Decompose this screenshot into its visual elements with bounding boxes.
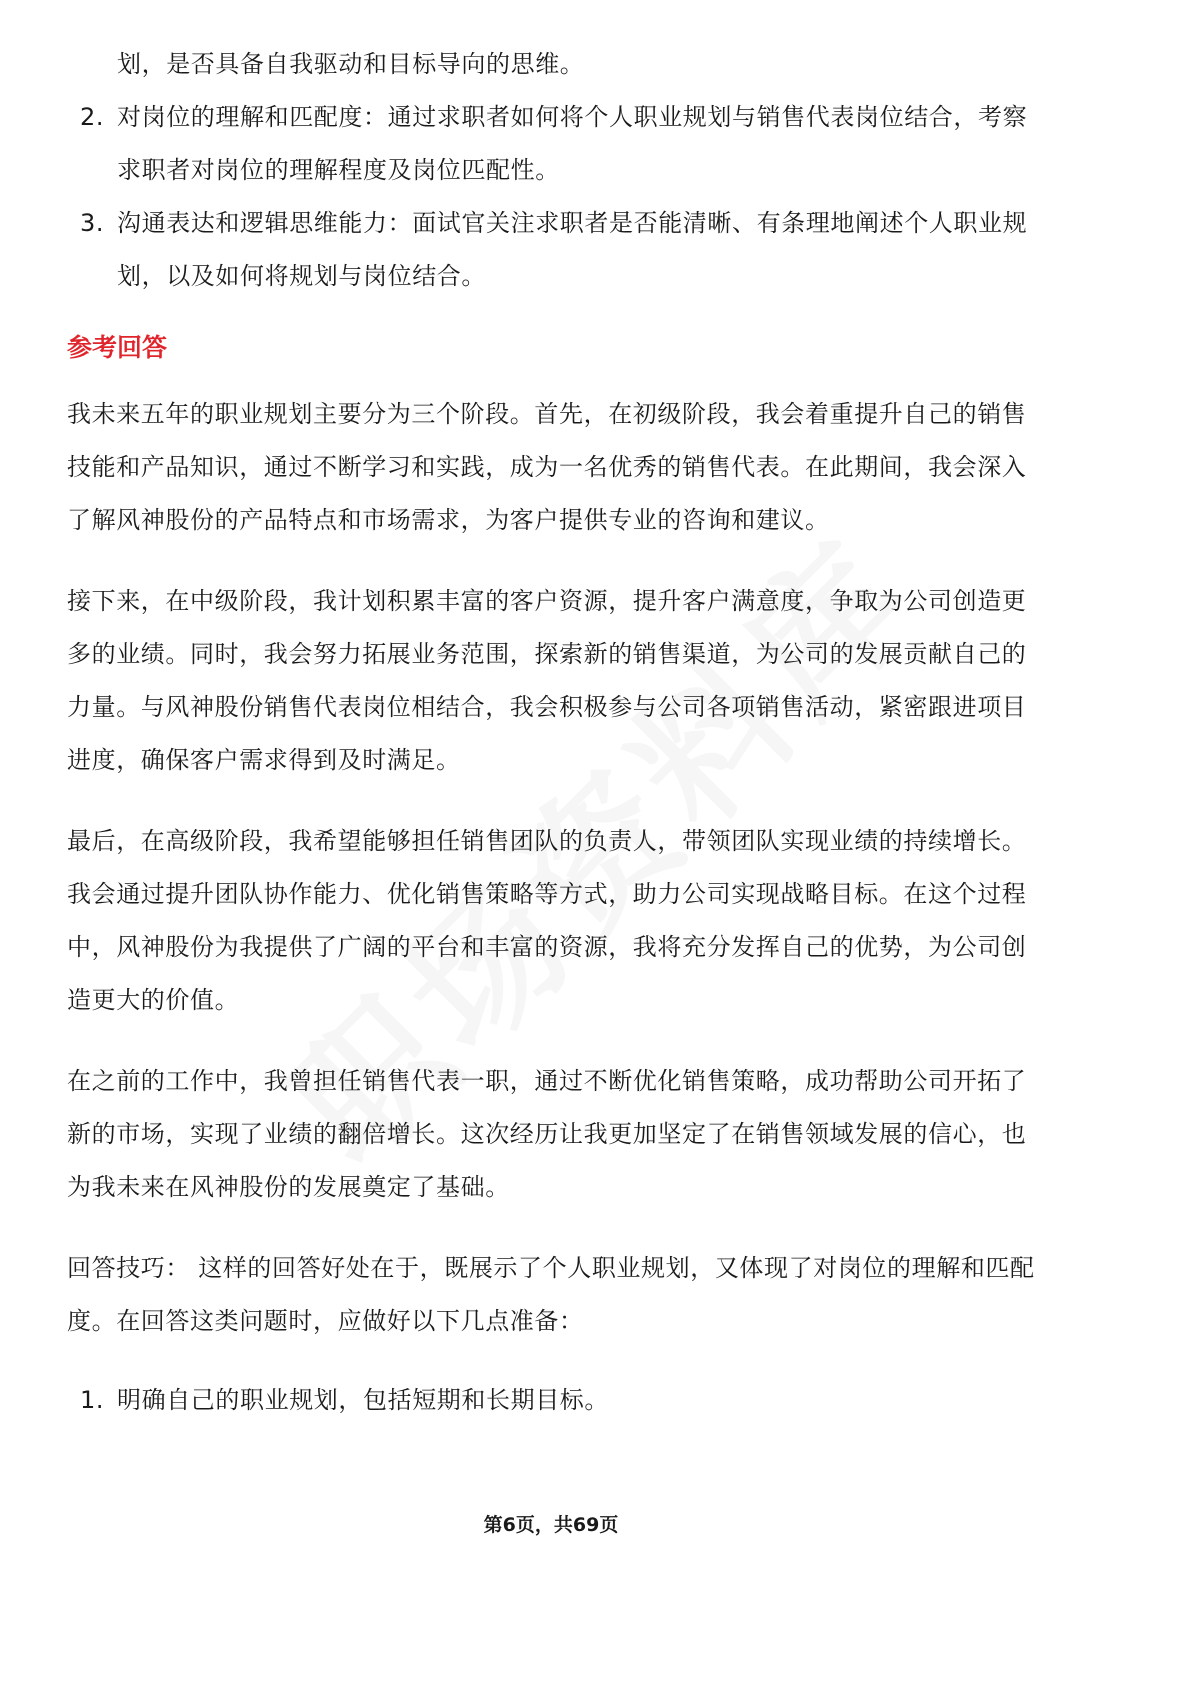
answer-tips: 回答技巧： 这样的回答好处在于，既展示了个人职业规划，又体现了对岗位的理解和匹配度。在回答这类问题时，应做好以下几点准备： <box>67 1254 1035 1335</box>
list-item <box>67 1374 1035 1427</box>
list-text: 明确自己的职业规划，包括短期和长期目标。 <box>117 1386 609 1414</box>
page-number: 第6页，共69页 <box>483 1514 619 1536</box>
prep-list <box>67 1374 1035 1427</box>
criteria-list <box>67 91 1035 303</box>
list-number: 1. <box>80 1386 105 1414</box>
criteria-continuation: 划，是否具备自我驱动和目标导向的思维。 <box>117 50 585 78</box>
page-content <box>67 38 1035 1427</box>
answer-paragraph-2: 接下来，在中级阶段，我计划积累丰富的客户资源，提升客户满意度，争取为公司创造更多的业绩。同时，我会努力拓展业务范围，探索新的销售渠道，为公司的发展贡献自己的力量。与风神股份销售代表岗位相结合，我会积极参与公司各项销售活动，紧密跟进项目进度，确保客户需求得到及时满足。 <box>67 587 1027 774</box>
list-number: 2. <box>80 103 105 131</box>
answer-paragraph-1: 我未来五年的职业规划主要分为三个阶段。首先，在初级阶段，我会着重提升自己的销售技能和产品知识，通过不断学习和实践，成为一名优秀的销售代表。在此期间，我会深入了解风神股份的产品特点和市场需求，为客户提供专业的咨询和建议。 <box>67 400 1027 534</box>
answer-paragraph-4: 在之前的工作中，我曾担任销售代表一职，通过不断优化销售策略，成功帮助公司开拓了新的市场，实现了业绩的翻倍增长。这次经历让我更加坚定了在销售领域发展的信心，也为我未来在风神股份的发展奠定了基础。 <box>67 1067 1027 1201</box>
answer-heading: 参考回答 <box>67 333 168 362</box>
list-number: 3. <box>80 209 105 237</box>
list-text: 对岗位的理解和匹配度：通过求职者如何将个人职业规划与销售代表岗位结合，考察求职者对岗位的理解程度及岗位匹配性。 <box>117 103 1028 184</box>
list-item <box>67 197 1035 303</box>
list-text: 沟通表达和逻辑思维能力：面试官关注求职者是否能清晰、有条理地阐述个人职业规划，以及如何将规划与岗位结合。 <box>117 209 1028 290</box>
list-item <box>67 91 1035 197</box>
answer-paragraph-3: 最后，在高级阶段，我希望能够担任销售团队的负责人，带领团队实现业绩的持续增长。我会通过提升团队协作能力、优化销售策略等方式，助力公司实现战略目标。在这个过程中，风神股份为我提供了广阔的平台和丰富的资源，我将充分发挥自己的优势，为公司创造更大的价值。 <box>67 827 1027 1014</box>
